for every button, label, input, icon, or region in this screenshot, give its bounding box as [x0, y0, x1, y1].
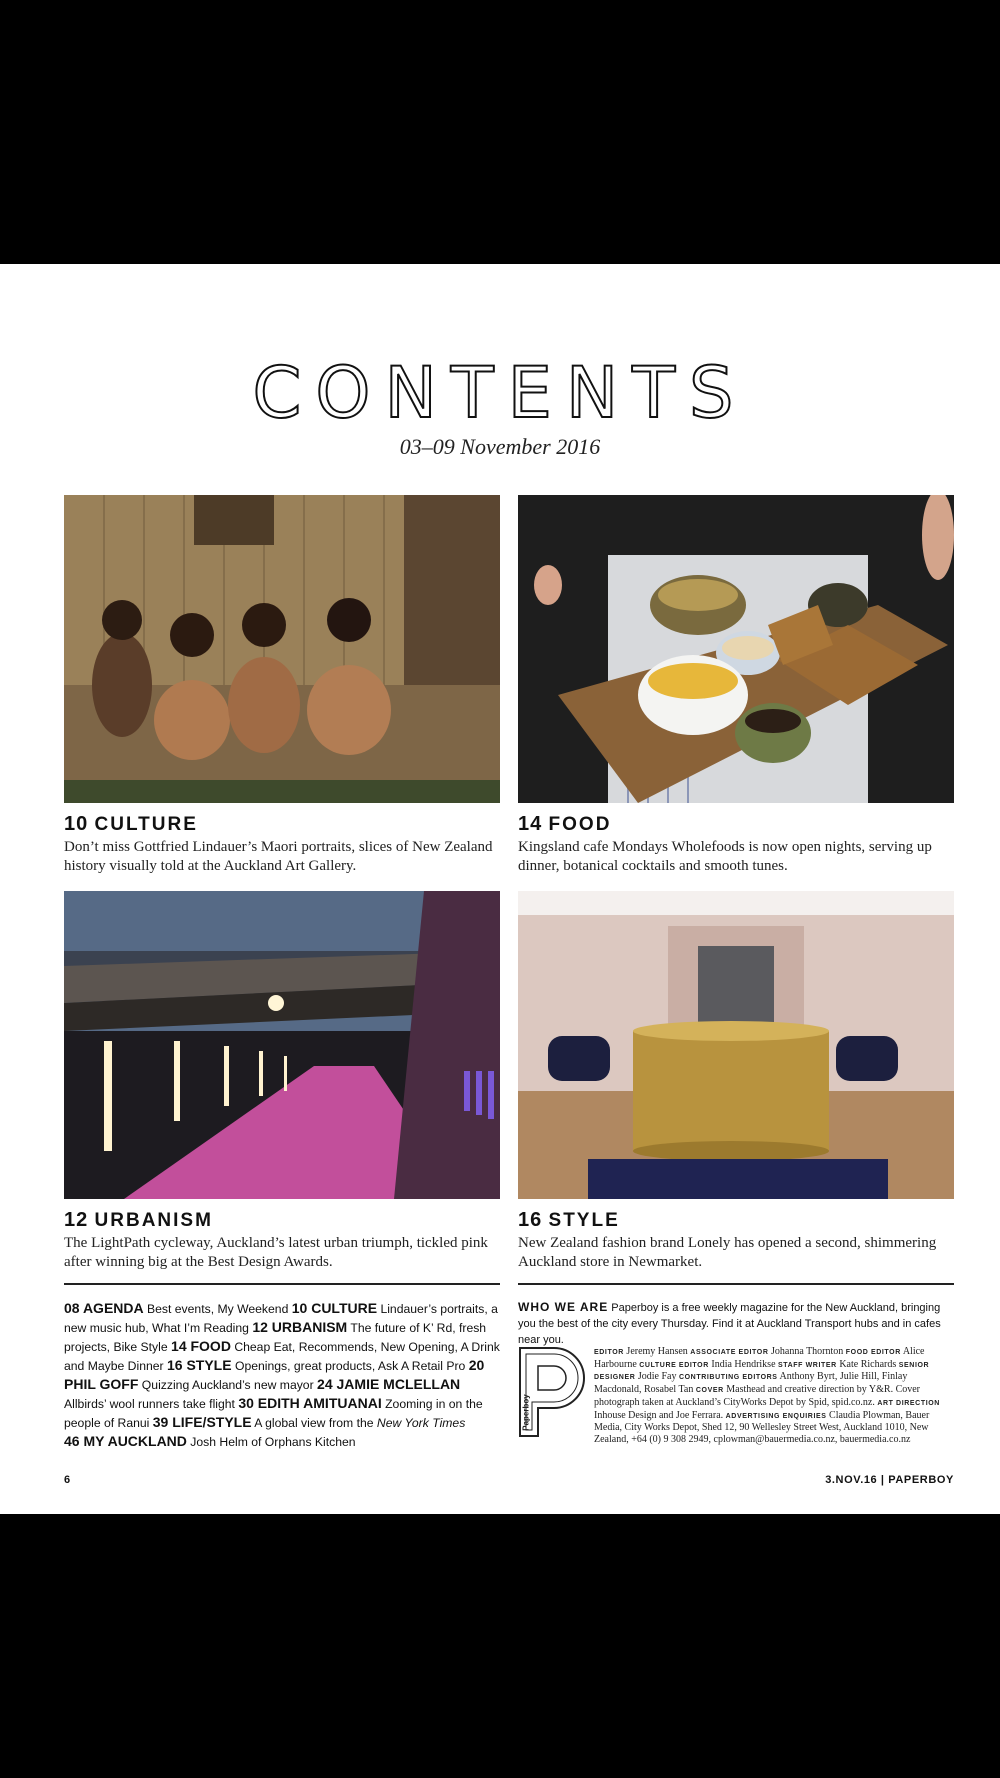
feature-style[interactable] — [518, 891, 954, 1272]
contents-index — [64, 1299, 504, 1451]
magazine-page — [0, 264, 1000, 1514]
index-entry[interactable]: 39 LIFE/STYLE A global view from the New York Times — [152, 1414, 466, 1430]
index-entry[interactable]: 16 STYLE Openings, great products, Ask A Retail Pro — [166, 1357, 469, 1373]
who-we-are: WHO WE ARE Paperboy is a free weekly magazine for the New Auckland, bringing you the best of the city every Thursday. Find it at Auckland Transport hubs and in cafes near you. — [518, 1300, 941, 1346]
food-photo — [518, 495, 954, 803]
feature-heading: 16 STYLE — [518, 1209, 620, 1231]
staff-credits: EDITOR Jeremy Hansen ASSOCIATE EDITOR Johanna Thornton FOOD EDITOR Alice Harbourne CULTURE EDITOR India Hendrikse STAFF WRITER Kate Richards SENIOR DESIGNER Jodie Fay CONTRIBUTING EDITORS Anthony Byrt, Julie Hill, Finlay Macdonald, Rosabel Tan COVER Masthead and creative direction by Y&R. Cover photograph taken at Auckland’s CityWorks Depot by Spid, spid.co.nz. ART DIRECTION Inhouse Design and Joe Ferrara. ADVERTISING ENQUIRIES Claudia Plowman, Bauer Media, City Works Depot, Shed 12, 90 Wellesley Street West, Auckland 1010, New Zealand, +64 (0) 9 308 2949, cplowman@bauermedia.co.nz, bauermedia.co.nz — [594, 1346, 940, 1445]
index-entry[interactable]: 10 CULTURE Lindauer’s portraits, a new music hub, What I’m Reading — [64, 1300, 498, 1335]
divider — [64, 1283, 500, 1285]
feature-culture[interactable] — [64, 495, 500, 876]
urbanism-photo — [64, 891, 500, 1199]
index-entry[interactable]: 08 AGENDA Best events, My Weekend — [64, 1300, 292, 1316]
feature-text: Kingsland cafe Mondays Wholefoods is now open nights, serving up dinner, botanical cocktails and smooth tunes. — [518, 839, 932, 874]
divider — [518, 1283, 954, 1285]
index-entry[interactable]: 30 EDITH AMITUANAI Zooming in on the people of Ranui — [64, 1395, 483, 1430]
index-entry[interactable]: 20 PHIL GOFF Quizzing Auckland’s new mayor — [64, 1357, 485, 1392]
page-number: 6 — [64, 1474, 71, 1486]
feature-food[interactable] — [518, 495, 954, 876]
culture-photo — [64, 495, 500, 803]
index-entry[interactable]: 12 URBANISM The future of K’ Rd, fresh projects, Bike Style — [64, 1319, 487, 1354]
index-entry[interactable]: 24 JAMIE MCLELLAN Allbirds’ wool runners take flight — [64, 1376, 461, 1411]
issue-date: 03–09 November 2016 — [399, 434, 601, 459]
index-entry[interactable]: 14 FOOD Cheap Eat, Recommends, New Opening, A Drink and Maybe Dinner — [64, 1338, 500, 1373]
page-title: CONTENTS — [252, 352, 748, 434]
issue-footer: 3.NOV.16 | PAPERBOY — [825, 1474, 954, 1486]
feature-heading: 12 URBANISM — [64, 1209, 213, 1231]
index-entry[interactable]: 46 MY AUCKLAND Josh Helm of Orphans Kitchen — [64, 1433, 356, 1449]
feature-text: The LightPath cycleway, Auckland’s latest urban triumph, tickled pink after winning big at the Best Design Awards. — [64, 1235, 488, 1270]
feature-heading: 10 CULTURE — [64, 813, 198, 835]
feature-text: Don’t miss Gottfried Lindauer’s Maori portraits, slices of New Zealand history visually told at the Auckland Art Gallery. — [64, 839, 493, 874]
style-photo — [518, 891, 954, 1199]
feature-heading: 14 FOOD — [518, 813, 612, 835]
feature-urbanism[interactable] — [64, 891, 500, 1272]
feature-text: New Zealand fashion brand Lonely has opened a second, shimmering Auckland store in Newmarket. — [518, 1235, 937, 1270]
paperboy-logo: Paperboy — [518, 1346, 586, 1438]
